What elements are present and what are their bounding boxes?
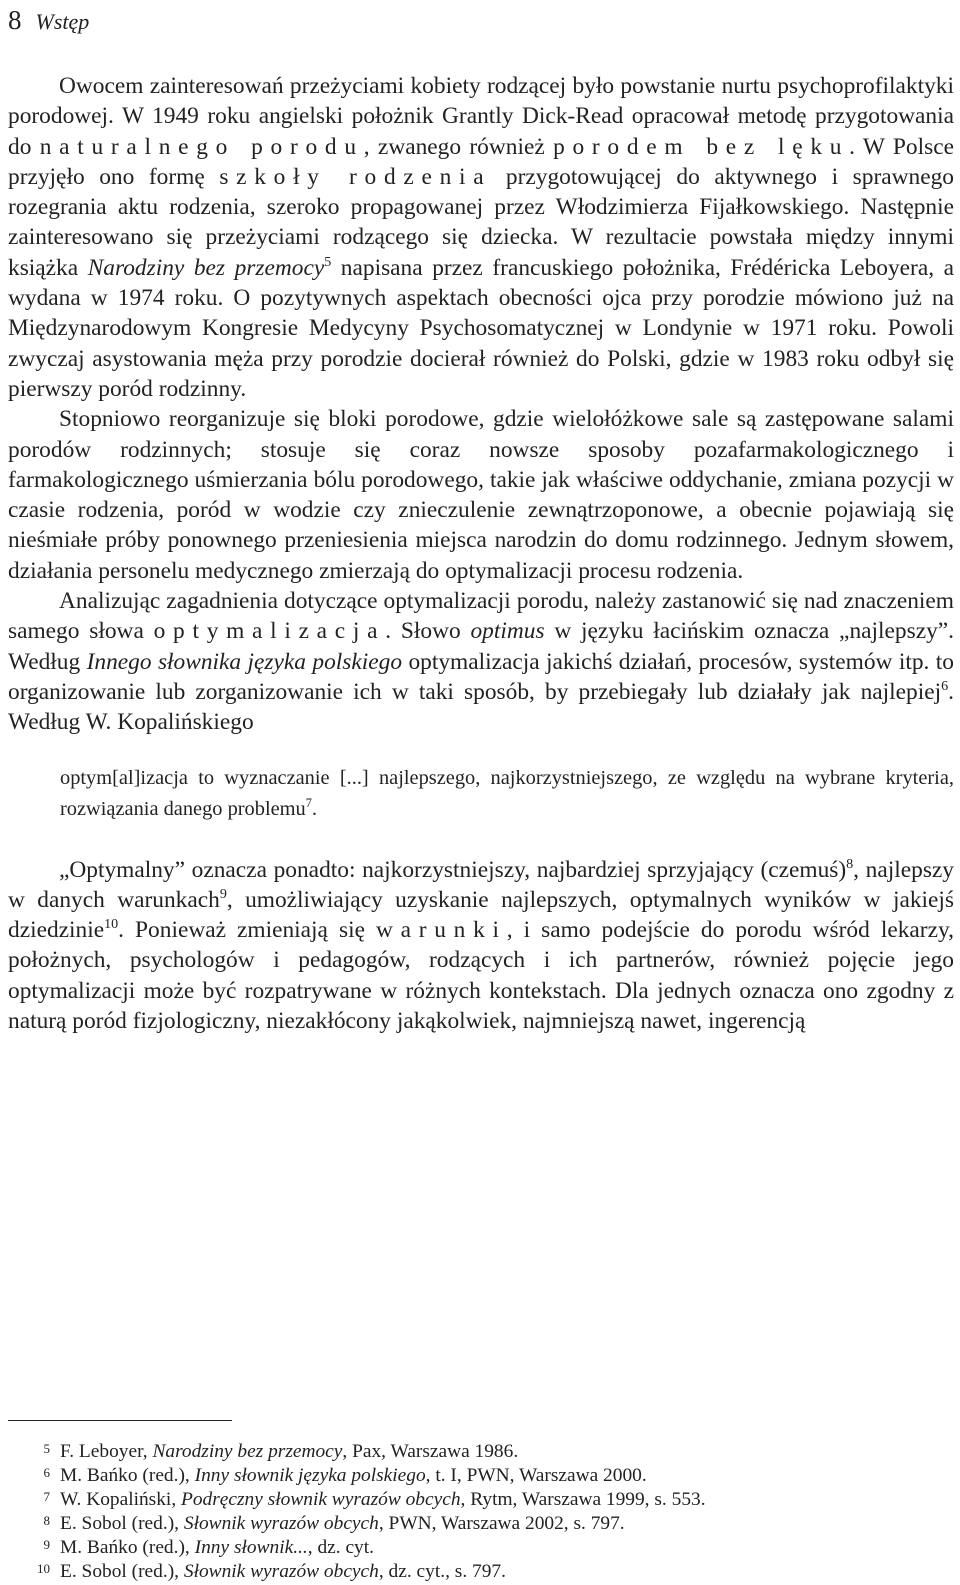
text-run: Owocem zainteresowań przeżyciami kobiety rodzącej było powstanie nurtu psychoprofilaktyki porodowej. W 1949 roku angielski położnik Grantly Dick-Read opracował metodę przygotowania do (8, 73, 954, 160)
paragraph-2: Stopniowo reorganizuje się bloki porodowe, gdzie wielołóżkowe sale są zastępowane salami porodów rodzinnych; stosuje się coraz nowsze sposoby pozafarmakologicznego i farmakologicznego uśmierzania bólu porodowego, takie jak właściwe oddychanie, zmiana pozycji w czasie rodzenia, poród w wodzie czy znieczulenie zewnątrzoponowe, a obecnie pojawiają się nieśmiałe próby ponownego przeniesienia miejsca narodzin do domu rodzinnego. Jednym słowem, działania personelu medycznego zmierzają do optymalizacji procesu rodzenia. (8, 406, 954, 584)
footnote (8, 1440, 954, 1464)
text-run: . Słowo (385, 618, 471, 645)
text-run: napisana przez francuskiego położnika, Frédéricka Leboyera, a wydana w 1974 roku. O pozytywnych aspektach obecności ojca przy porodzie mówiono już na Międzynarodowym Kongresie Medycyny Psychosomatycznej w Londynie w 1971 roku. Powoli zwyczaj asystowania męża przy porodzie docierał również do Polski, gdzie w 1983 roku odbył się pierwszy poród rodzinny. (8, 254, 955, 402)
text-run: , i samo podejście do porodu wśród lekarzy, położnych, psychologów i pedagogów, rodzących i ich partnerów, również pojęcie jego optymalizacji może być rozpatrywane w różnych kontekstach. Dla jednych oznacza ono zgodny z naturą poród fizjologiczny, niezakłócony jakąkolwiek, najmniejszą nawet, ingerencją (8, 917, 955, 1035)
footnote-number: 8 (43, 1513, 50, 1529)
running-title: Wstęp (35, 9, 90, 34)
text-run: . Ponieważ zmieniają się (118, 917, 376, 944)
quote-text: optym[al]izacja to wyznaczanie [...] najlepszego, najkorzystniejszego, ze względu na wybrane kryteria, rozwiązania danego problemu (60, 766, 954, 820)
footnote-number: 10 (37, 1561, 50, 1577)
text-run: Analizując zagadnienia dotyczące optymalizacji porodu, należy zastanowić się nad znaczeniem samego słowa (8, 588, 954, 645)
footnote-text: M. Bańko (red.), Inny słownik języka polskiego, t. I, PWN, Warszawa 2000. (60, 1465, 647, 1487)
text-run: , zwanego również (363, 133, 554, 160)
text-run: , najlepszy w danych warunkach (8, 856, 954, 913)
emphasis: porodem bez lęku (553, 133, 850, 160)
text-run: optymalizacja jakichś działań, procesów, systemów itp. to organizowanie lub zorganizowanie ich w taki sposób, by przebiegały lub działały jak najlepiej (8, 648, 954, 705)
paragraph-4 (8, 855, 954, 1037)
emphasis: naturalnego porodu (39, 133, 364, 160)
footnote-divider (8, 1420, 232, 1421)
paragraph-3 (8, 586, 954, 737)
footnote (8, 1488, 954, 1512)
emphasis: optymalizacja (153, 618, 386, 645)
footnote-ref: 9 (219, 886, 227, 903)
page-number: 8 (8, 5, 22, 35)
block-quote (60, 763, 954, 825)
footnote-text: M. Bańko (red.), Inny słownik..., dz. cyt. (60, 1537, 374, 1559)
footnote-text: E. Sobol (red.), Słownik wyrazów obcych, dz. cyt., s. 797. (60, 1561, 506, 1583)
footnote-text: E. Sobol (red.), Słownik wyrazów obcych, PWN, Warszawa 2002, s. 797. (60, 1513, 625, 1535)
book-title: Narodziny bez przemocy (87, 254, 325, 281)
text-run: . Według W. Kopalińskiego (8, 678, 954, 736)
footnote (8, 1464, 954, 1488)
text-run: w języku łacińskim oznacza „najlepszy”. Według (8, 618, 954, 675)
footnote-ref: 7 (305, 795, 312, 810)
page-header (8, 0, 89, 40)
footnote-ref: 8 (846, 855, 854, 872)
emphasis: warunki (376, 917, 507, 944)
footnote-number: 7 (43, 1489, 50, 1505)
footnote (8, 1512, 954, 1536)
text-run: , umożliwiający uzyskanie najlepszych, optymalnych wyników w jakiejś dziedzinie (8, 886, 954, 944)
footnote-ref: 10 (104, 916, 119, 933)
footnote-ref: 6 (941, 678, 949, 695)
paragraph-1 (8, 71, 954, 404)
main-text (8, 71, 954, 1036)
book-title: Innego słownika języka polskiego (86, 648, 403, 675)
footnote (8, 1536, 954, 1560)
footnote (8, 1560, 954, 1584)
latin-word: optimus (470, 618, 545, 645)
text-run: „Optymalny” oznacza ponadto: najkorzystniejszy, najbardziej sprzyjający (czemuś) (59, 856, 847, 883)
footnote-number: 6 (43, 1465, 50, 1481)
footnote-text: W. Kopaliński, Podręczny słownik wyrazów obcych, Rytm, Warszawa 1999, s. 553. (60, 1489, 706, 1511)
footnotes (8, 1440, 954, 1585)
text-run: . (311, 797, 317, 820)
footnote-number: 9 (43, 1537, 50, 1553)
text-run: . W Polsce przyjęło ono formę (8, 133, 954, 190)
footnote-text: F. Leboyer, Narodziny bez przemocy, Pax, Warszawa 1986. (60, 1441, 519, 1462)
text-run: przygotowującej do aktywnego i sprawnego rozegrania aktu rodzenia, szeroko propagowanej przez Włodzimierza Fijałkowskiego. Następnie zainteresowano się przeżyciami rodzącego się dziecka. W rezultacie powstała między innymi książka (8, 163, 954, 281)
footnote-ref: 5 (324, 253, 332, 270)
emphasis: szkoły rodzenia (219, 163, 492, 190)
footnote-number: 5 (43, 1441, 50, 1456)
